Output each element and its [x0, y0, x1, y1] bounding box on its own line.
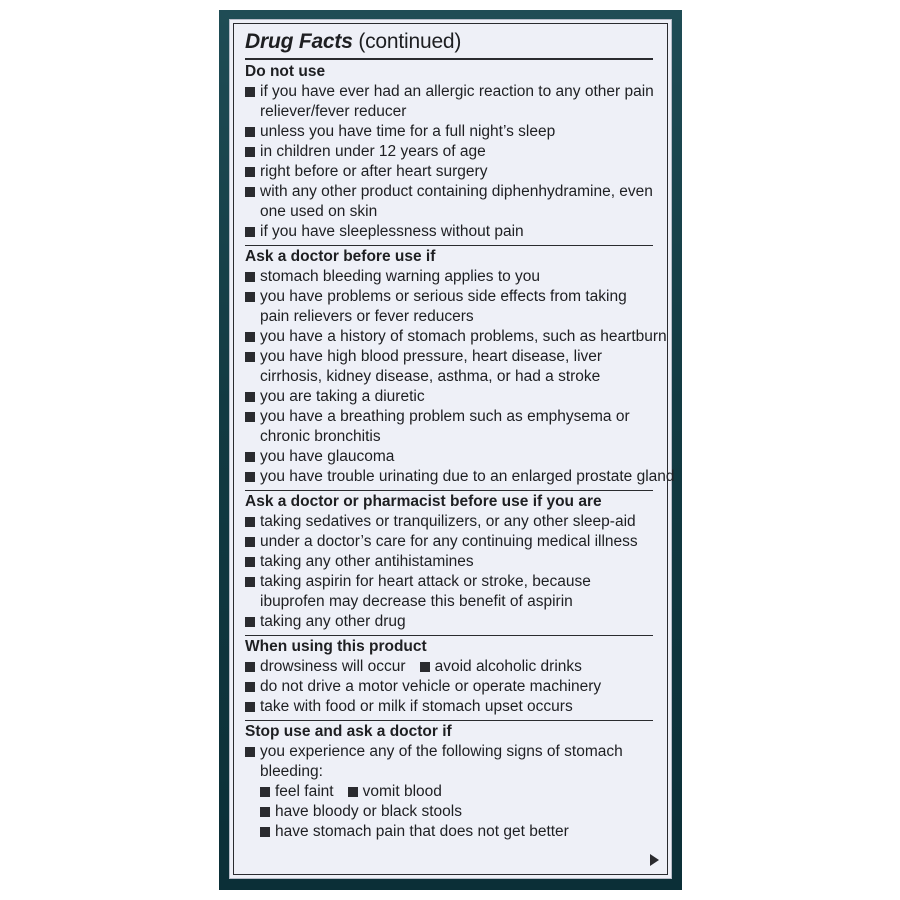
drug-facts-panel [233, 23, 675, 875]
list-item: you have trouble urinating due to an enlarged prostate gland [245, 467, 653, 487]
section-rule [245, 635, 653, 636]
square-bullet-icon [245, 412, 255, 422]
square-bullet-icon [260, 807, 270, 817]
list-item: with any other product containing diphenhydramine, even [245, 182, 653, 202]
list-item-continuation: cirrhosis, kidney disease, asthma, or had a stroke [260, 368, 601, 385]
sub-item: have stomach pain that does not get better [245, 822, 653, 842]
section-rule [245, 490, 653, 491]
list-item: take with food or milk if stomach upset occurs [245, 697, 653, 717]
square-bullet-icon [245, 452, 255, 462]
square-bullet-icon [245, 292, 255, 302]
section-title-ask-pharmacist: Ask a doctor or pharmacist before use if you are [245, 493, 602, 510]
list-item: you have a breathing problem such as emphysema or [245, 407, 653, 427]
section-do-not-use [245, 62, 653, 242]
list-item: taking sedatives or tranquilizers, or any other sleep-aid [245, 512, 653, 532]
list-item: you have problems or serious side effects from taking [245, 287, 653, 307]
section-title-when-using: When using this product [245, 638, 427, 655]
list-item: you are taking a diuretic [245, 387, 653, 407]
square-bullet-icon [245, 662, 255, 672]
section-when-using [245, 637, 653, 717]
square-bullet-icon [245, 472, 255, 482]
sub-item: vomit blood [348, 782, 442, 802]
section-title-ask-doctor: Ask a doctor before use if [245, 248, 436, 265]
list-item: in children under 12 years of age [245, 142, 653, 162]
square-bullet-icon [420, 662, 430, 672]
square-bullet-icon [245, 747, 255, 757]
square-bullet-icon [245, 577, 255, 587]
title-rule [245, 58, 653, 60]
list-item: taking any other drug [245, 612, 653, 632]
list-item: drowsiness will occur [245, 657, 406, 677]
list-item: under a doctor’s care for any continuing medical illness [245, 532, 653, 552]
sub-item: have bloody or black stools [245, 802, 653, 822]
square-bullet-icon [245, 87, 255, 97]
square-bullet-icon [245, 332, 255, 342]
list-item-continuation: one used on skin [260, 203, 378, 220]
section-ask-doctor [245, 247, 675, 487]
list-item: taking any other antihistamines [245, 552, 653, 572]
square-bullet-icon [245, 352, 255, 362]
section-title-do-not-use: Do not use [245, 63, 326, 80]
list-item: if you have ever had an allergic reaction to any other pain [245, 82, 653, 102]
continue-arrow-icon [650, 854, 659, 866]
list-item: you have glaucoma [245, 447, 653, 467]
list-item: if you have sleeplessness without pain [245, 222, 653, 242]
sub-item: feel faint [260, 782, 334, 802]
title-continued: (continued) [358, 30, 462, 53]
square-bullet-icon [245, 187, 255, 197]
list-item: do not drive a motor vehicle or operate machinery [245, 677, 653, 697]
drug-facts-title [245, 24, 653, 55]
square-bullet-icon [245, 392, 255, 402]
list-item-continuation: reliever/fever reducer [260, 103, 407, 120]
drug-facts-inner [229, 19, 675, 879]
square-bullet-icon [245, 617, 255, 627]
sub-item-pair [245, 782, 653, 802]
square-bullet-icon [260, 827, 270, 837]
list-item: right before or after heart surgery [245, 162, 653, 182]
square-bullet-icon [245, 127, 255, 137]
drug-facts-box [219, 10, 682, 890]
title-bold: Drug Facts [245, 30, 353, 53]
list-item: unless you have time for a full night’s sleep [245, 122, 653, 142]
square-bullet-icon [245, 537, 255, 547]
list-item: you have a history of stomach problems, such as heartburn [245, 327, 653, 347]
square-bullet-icon [245, 557, 255, 567]
list-item: you experience any of the following signs of stomach [245, 742, 653, 762]
square-bullet-icon [245, 167, 255, 177]
list-item: stomach bleeding warning applies to you [245, 267, 653, 287]
section-rule [245, 245, 653, 246]
square-bullet-icon [245, 702, 255, 712]
section-ask-pharmacist [245, 492, 653, 632]
square-bullet-icon [245, 682, 255, 692]
list-item-continuation: chronic bronchitis [260, 428, 381, 445]
section-stop-use [245, 722, 653, 842]
list-item: you have high blood pressure, heart disease, liver [245, 347, 653, 367]
list-item-pair [245, 657, 653, 677]
list-item: avoid alcoholic drinks [420, 657, 582, 677]
list-item-continuation: pain relievers or fever reducers [260, 308, 474, 325]
square-bullet-icon [245, 517, 255, 527]
square-bullet-icon [245, 227, 255, 237]
square-bullet-icon [245, 147, 255, 157]
section-rule [245, 720, 653, 721]
square-bullet-icon [348, 787, 358, 797]
section-title-stop-use: Stop use and ask a doctor if [245, 723, 452, 740]
list-item: taking aspirin for heart attack or stroke, because [245, 572, 653, 592]
square-bullet-icon [260, 787, 270, 797]
square-bullet-icon [245, 272, 255, 282]
list-item-continuation: bleeding: [260, 763, 323, 780]
list-item-continuation: ibuprofen may decrease this benefit of aspirin [260, 593, 573, 610]
